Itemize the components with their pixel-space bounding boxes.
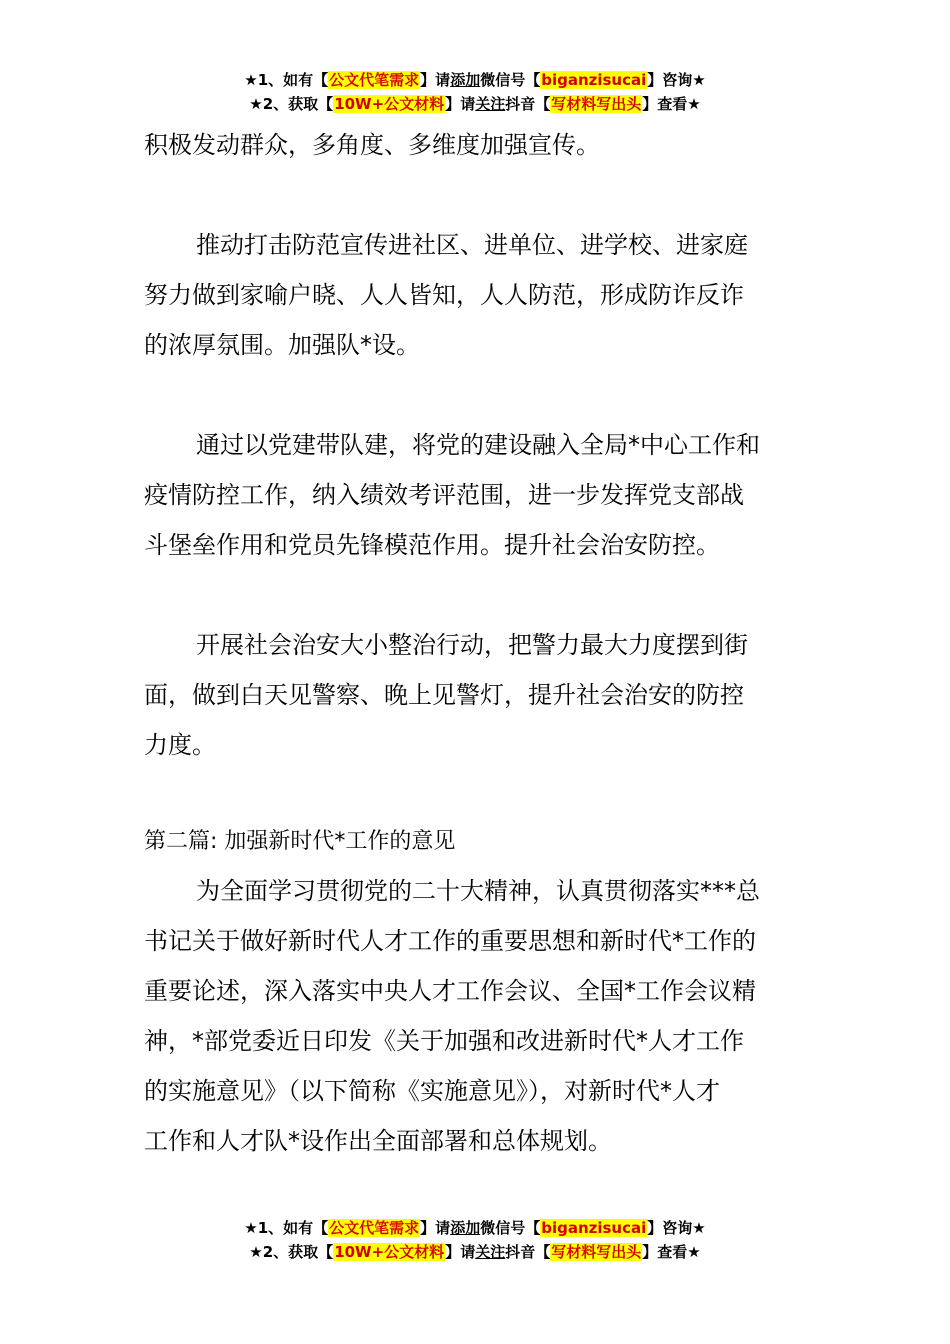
wechat-id-highlight: biganzisucai [541, 71, 647, 89]
paragraph-2 [144, 220, 806, 370]
text-line: 力度。 [144, 731, 216, 759]
top-promo-banner [0, 68, 950, 116]
text-line: 为全面学习贯彻党的二十大精神，认真贯彻落实***总 [196, 877, 760, 905]
paragraph-4 [144, 620, 806, 770]
promo-highlight: 10W+公文材料 [334, 95, 445, 113]
promo-line-2: ★2、获取【10W+公文材料】请关注抖音【写材料写出头】查看★ [249, 95, 701, 113]
promo-highlight: 公文代笔需求 [329, 71, 420, 89]
text-line: 面，做到白天见警察、晚上见警灯，提升社会治安的防控 [144, 681, 744, 709]
section-heading: 第二篇: 加强新时代*工作的意见 [144, 829, 456, 854]
bottom-promo-banner [0, 1216, 950, 1264]
promo-line-1: ★1、如有【公文代笔需求】请添加微信号【biganzisucai】咨询★ [244, 1219, 706, 1237]
text-line: 斗堡垒作用和党员先锋模范作用。提升社会治安防控。 [144, 531, 720, 559]
text-line: 重要论述，深入落实中央人才工作会议、全国*工作会议精 [144, 977, 756, 1005]
text-line: 通过以党建带队建，将党的建设融入全局*中心工作和 [196, 431, 760, 459]
text-line: 推动打击防范宣传进社区、进单位、进学校、进家庭 [196, 231, 748, 259]
text-line: 积极发动群众，多角度、多维度加强宣传。 [144, 131, 600, 159]
douyin-id-highlight: 写材料写出头 [551, 1243, 642, 1261]
text-line: 工作和人才队*设作出全面部署和总体规划。 [144, 1127, 612, 1155]
promo-line-2: ★2、获取【10W+公文材料】请关注抖音【写材料写出头】查看★ [249, 1243, 701, 1261]
text-line: 的实施意见》（以下简称《实施意见》），对新时代*人才 [144, 1077, 720, 1105]
promo-line-1: ★1、如有【公文代笔需求】请添加微信号【biganzisucai】咨询★ [244, 71, 706, 89]
promo-highlight: 公文代笔需求 [329, 1219, 420, 1237]
text-line: 疫情防控工作，纳入绩效考评范围，进一步发挥党支部战 [144, 481, 744, 509]
paragraph-5 [144, 866, 806, 1166]
text-line: 书记关于做好新时代人才工作的重要思想和新时代*工作的 [144, 927, 756, 955]
text-line: 的浓厚氛围。加强队*设。 [144, 331, 420, 359]
wechat-id-highlight: biganzisucai [541, 1219, 647, 1237]
promo-highlight: 10W+公文材料 [334, 1243, 445, 1261]
text-line: 开展社会治安大小整治行动，把警力最大力度摆到街 [196, 631, 748, 659]
paragraph-3 [144, 420, 806, 570]
text-line: 努力做到家喻户晓、人人皆知，人人防范，形成防诈反诈 [144, 281, 744, 309]
text-line: 神，*部党委近日印发《关于加强和改进新时代*人才工作 [144, 1027, 744, 1055]
douyin-id-highlight: 写材料写出头 [551, 95, 642, 113]
paragraph-1 [144, 120, 806, 170]
